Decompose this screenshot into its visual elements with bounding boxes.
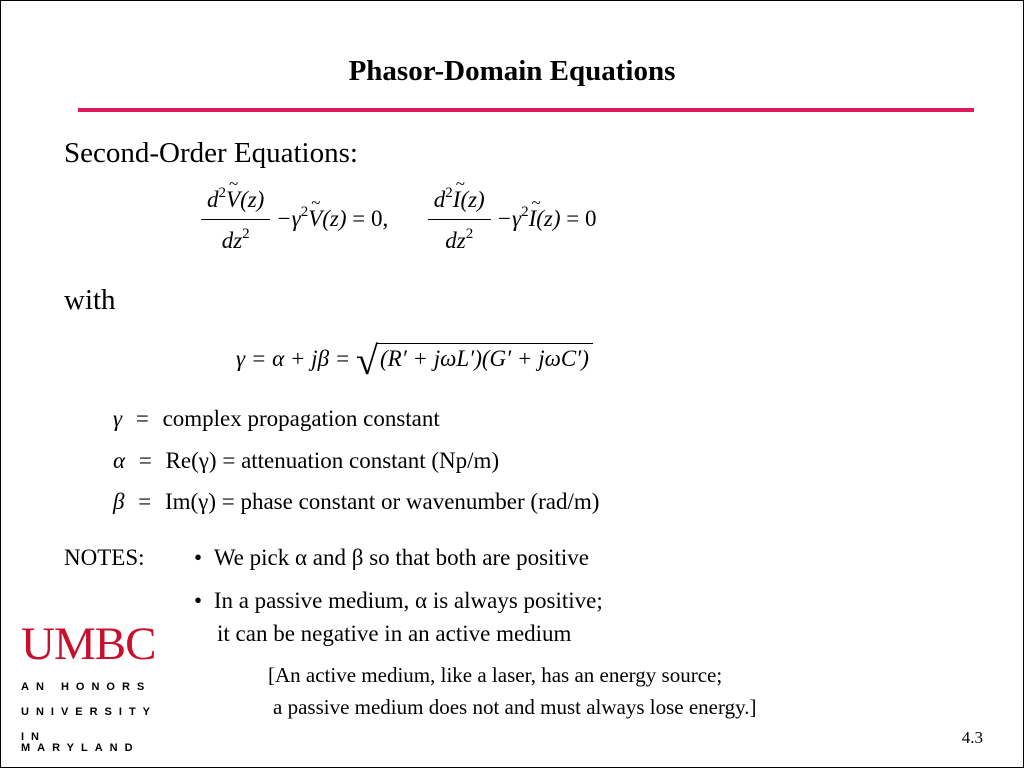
logo-wordmark: UMBC — [21, 618, 156, 670]
z-arg: (z) — [536, 205, 561, 231]
gamma-lhs: γ = α + jβ = — [236, 346, 351, 371]
i-tilde: ~ I — [453, 187, 461, 213]
equals-zero: = 0 — [566, 205, 597, 231]
equals-sign: = — [138, 448, 152, 473]
v-tilde: ~ V — [308, 206, 322, 232]
exponent: 2 — [465, 226, 474, 242]
logo-tagline-2: UNIVERSITY — [21, 706, 158, 718]
definition-beta — [113, 489, 599, 515]
note-item — [194, 545, 589, 571]
z-arg: (z) — [240, 187, 265, 212]
exponent: 2 — [445, 185, 453, 201]
slide-title: Phasor-Domain Equations — [348, 55, 676, 87]
equals-sign: = — [135, 406, 149, 431]
exponent: 2 — [300, 203, 309, 220]
gamma-symbol: γ — [113, 406, 123, 431]
dz-symbol: dz — [445, 228, 466, 253]
definition-text: Re(γ) = attenuation constant (Np/m) — [165, 448, 500, 473]
bullet-icon: • — [194, 588, 203, 613]
radical-sign: √ — [356, 338, 378, 383]
z-arg: (z) — [460, 187, 485, 212]
logo-tagline-1: AN HONORS — [21, 681, 152, 693]
definition-text: complex propagation constant — [162, 406, 440, 431]
note-text: We pick α and β so that both are positive — [213, 545, 589, 570]
dz-symbol: dz — [221, 228, 243, 253]
note-continuation: it can be negative in an active medium — [217, 621, 572, 646]
logo-tagline-3: IN MARYLAND — [21, 731, 140, 754]
gamma-equation — [236, 337, 593, 384]
second-order-equations — [201, 187, 597, 254]
i-tilde: ~ I — [529, 206, 537, 232]
note-text: In a passive medium, α is always positive; — [213, 588, 603, 613]
note-item — [194, 588, 603, 614]
equals-zero: = 0, — [352, 205, 389, 231]
z-arg: (z) — [322, 205, 347, 231]
notes-label: NOTES: — [64, 545, 145, 570]
title-divider — [78, 108, 974, 112]
v-tilde: ~ V — [226, 187, 240, 213]
bracket-note-line2: a passive medium does not and must always lose energy.] — [273, 695, 757, 719]
page-number: 4.3 — [961, 728, 983, 747]
umbc-logo — [21, 618, 161, 754]
radicand: (R′ + jωL′)(G′ + jωC′) — [376, 343, 593, 371]
square-root — [356, 337, 593, 384]
beta-symbol: β — [113, 489, 125, 514]
equals-sign: = — [138, 489, 152, 514]
voltage-derivative-fraction — [201, 187, 270, 254]
current-derivative-fraction — [428, 187, 491, 254]
bullet-icon: • — [194, 545, 203, 570]
exponent: 2 — [521, 203, 529, 220]
minus-gamma: −γ — [496, 205, 522, 231]
minus-gamma: −γ — [276, 205, 301, 231]
alpha-symbol: α — [113, 448, 126, 473]
definition-gamma — [113, 406, 440, 432]
definition-alpha — [113, 448, 499, 474]
bracket-note-line1: [An active medium, like a laser, has an energy source; — [268, 663, 723, 687]
exponent: 2 — [218, 185, 226, 201]
exponent: 2 — [242, 226, 250, 242]
d-symbol: d — [433, 187, 446, 212]
section-heading: Second-Order Equations: — [64, 137, 358, 169]
definition-text: Im(γ) = phase constant or wavenumber (rad/m) — [164, 489, 600, 514]
with-label: with — [64, 284, 116, 316]
d-symbol: d — [207, 187, 219, 212]
